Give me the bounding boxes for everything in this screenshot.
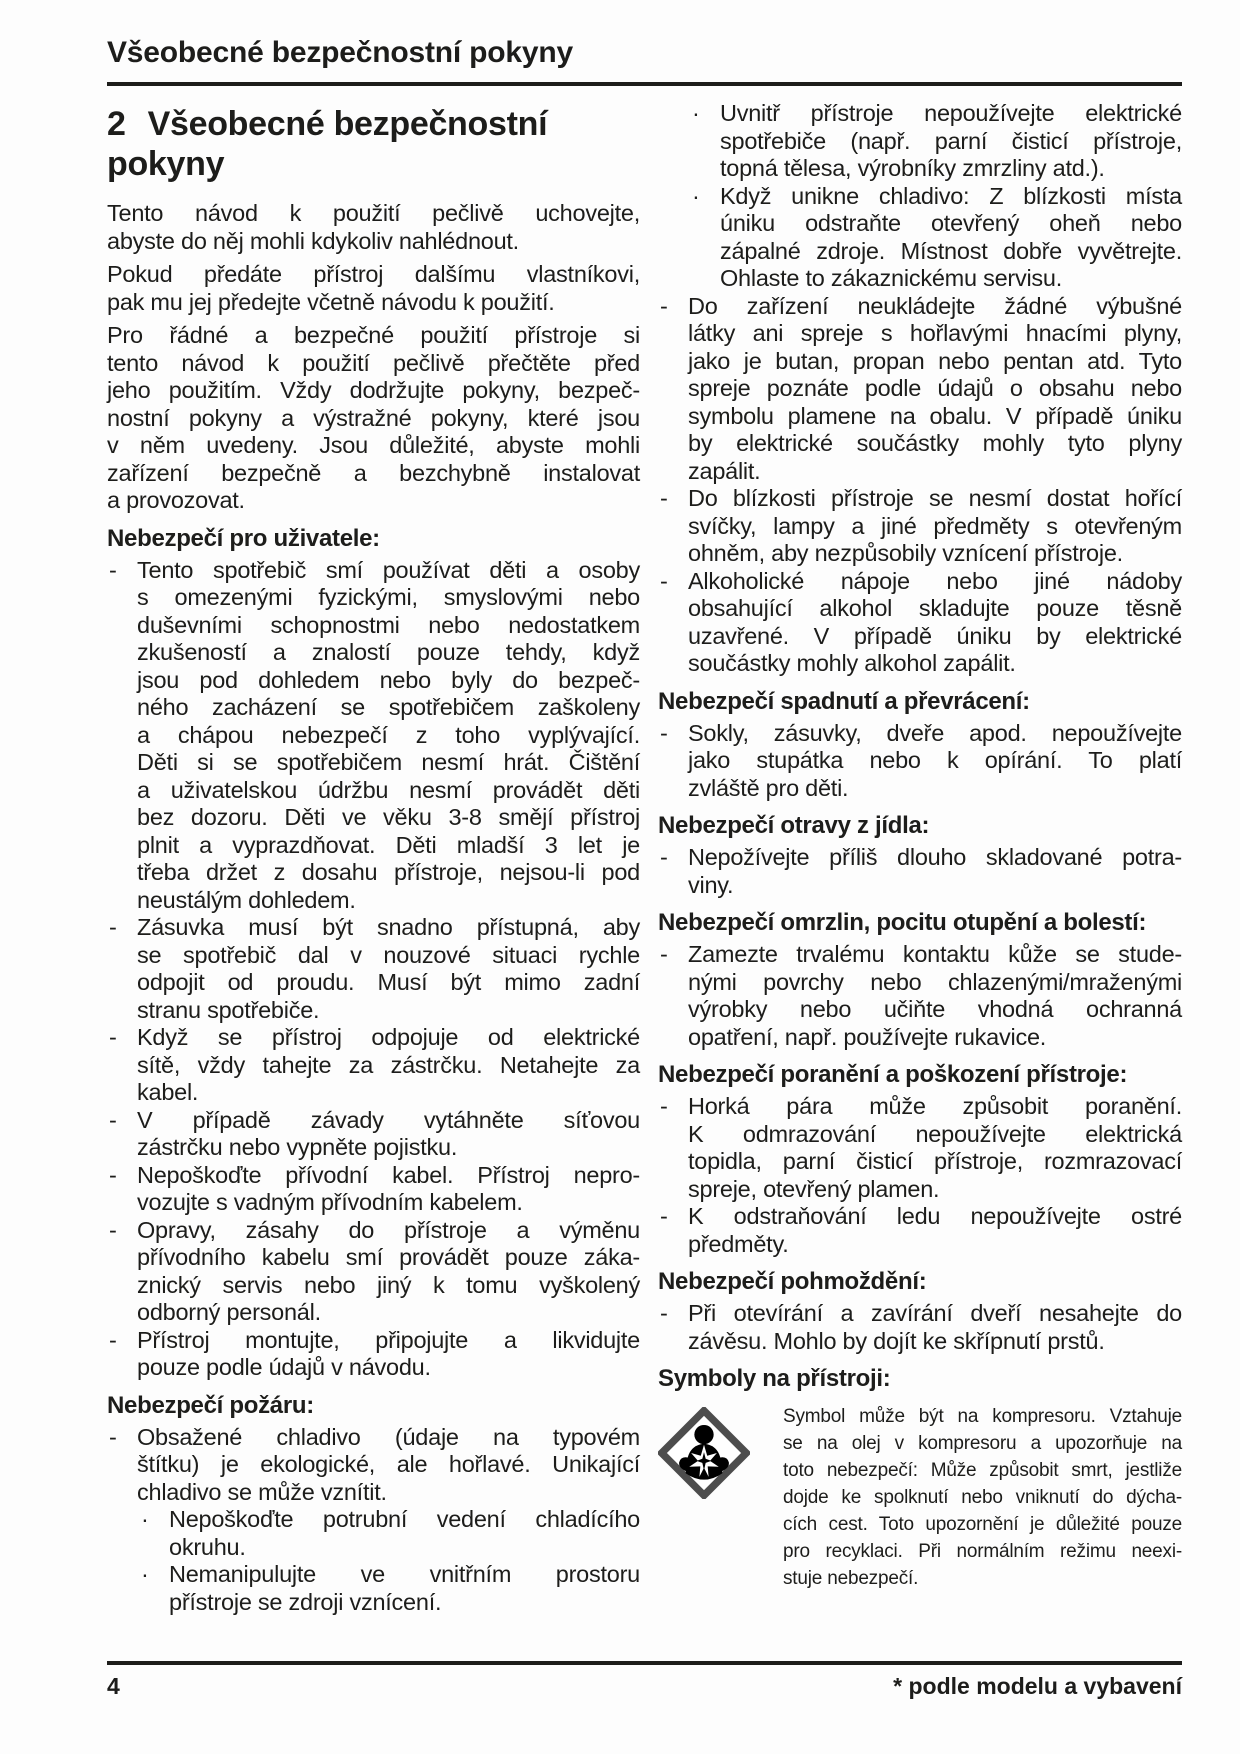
text-line: odborný personál.: [137, 1299, 321, 1325]
text-line: Přístroj montujte, připojujte a likvidujte: [137, 1326, 640, 1353]
safety-heading: Symboly na přístroji:: [658, 1365, 891, 1392]
text-line: štítku) je ekologické, ale hořlavé. Unikající: [137, 1451, 640, 1477]
column-left: [107, 100, 640, 1616]
text-line: ohněm, aby nezpůsobily vznícení přístroje.: [688, 540, 1123, 566]
text-line: nostní pokyny a výstražné pokyny, které jsou: [107, 404, 640, 431]
dash-list-item: [107, 1217, 640, 1327]
text-line: duševními schopnostmi nebo nedostatkem: [137, 611, 640, 638]
text-line: pro recyklaci. Při normálním režimu neexi-: [783, 1541, 1182, 1562]
text-line: topná tělesa, výrobníky zmrzliny atd.).: [720, 155, 1105, 181]
section-number: 2: [107, 105, 126, 143]
text-line: toto nebezpečí: Může způsobit smrt, jestliže: [783, 1460, 1182, 1481]
dot-list-item: [658, 100, 1182, 183]
dash-list-item: [658, 1300, 1182, 1355]
page-content: [107, 36, 1182, 1616]
text-line: třeba držet z dosahu přístroje, nejsou-li pod: [137, 859, 640, 885]
safety-heading: Nebezpečí poranění a poškození přístroje:: [658, 1061, 1128, 1088]
dot-bullet-icon: ·: [692, 182, 700, 209]
dash-bullet-icon: -: [109, 1216, 117, 1243]
text-line: látky ani spreje s hořlavými hnacími plyny,: [688, 320, 1182, 346]
hazard-symbol-caption: [783, 1403, 1182, 1592]
text-line: výrobky nebo učiňte vhodná ochranná: [688, 996, 1182, 1022]
safety-heading: Nebezpečí otravy z jídla:: [658, 812, 930, 839]
text-line: svíčky, lampy a jiné předměty s otevřeným: [688, 512, 1182, 539]
text-line: stranu spotřebiče.: [137, 996, 320, 1023]
text-line: chladivo se může vznítit.: [137, 1478, 387, 1505]
dot-list-item: [107, 1561, 640, 1616]
text-line: úniku odstraňte otevřený oheň nebo: [720, 210, 1182, 236]
safety-heading: Nebezpečí omrzlin, pocitu otupění a bolestí:: [658, 909, 1147, 936]
text-line: nými povrchy nebo chlazenými/mraženými: [688, 968, 1182, 995]
text-line: spotřebiče (např. parní čisticí přístroje,: [720, 127, 1182, 154]
dot-list-item: [658, 183, 1182, 293]
text-line: Zamezte trvalému kontaktu kůže se stude-: [688, 941, 1182, 967]
dot-list-item: [107, 1506, 640, 1561]
text-line: jeho použitím. Vždy dodržujte pokyny, bezpeč-: [107, 377, 640, 403]
text-line: uzavřené. V případě úniku by elektrické: [688, 622, 1182, 649]
safety-heading: Nebezpečí pro uživatele:: [107, 524, 380, 552]
text-line: spreje, otevřený plamen.: [688, 1175, 940, 1202]
text-line: vozujte s vadným přívodním kabelem.: [137, 1189, 523, 1215]
text-line: Alkoholické nápoje nebo jiné nádoby: [688, 567, 1182, 594]
page-footer: [107, 1661, 1182, 1700]
dash-list-item: [658, 1203, 1182, 1258]
text-line: ného zacházení se spotřebičem zaškoleny: [137, 694, 640, 720]
dash-bullet-icon: -: [109, 556, 117, 583]
dash-bullet-icon: -: [660, 485, 668, 511]
safety-heading: Nebezpečí požáru:: [107, 1391, 314, 1419]
text-line: součástky mohly alkohol zapálit.: [688, 650, 1016, 676]
text-line: plnit a vyprazdňovat. Děti mladší 3 let je: [137, 831, 640, 858]
text-line: přístroje se zdroji vznícení.: [169, 1588, 442, 1615]
hazard-symbol-block: [658, 1403, 1182, 1592]
text-line: K odmrazování nepoužívejte elektrická: [688, 1120, 1182, 1147]
dash-bullet-icon: -: [660, 719, 668, 746]
dash-list-item: [658, 720, 1182, 803]
text-line: Uvnitř přístroje nepoužívejte elektrické: [720, 100, 1182, 126]
text-line: Sokly, zásuvky, dveře apod. nepoužívejte: [688, 719, 1182, 746]
section-title: Všeobecné bezpečnostní pokyny: [107, 105, 548, 183]
text-line: odpojit od proudu. Musí být mimo zadní: [137, 969, 640, 995]
text-line: pouze podle údajů v návodu.: [137, 1354, 431, 1380]
dash-bullet-icon: -: [109, 1423, 117, 1450]
text-line: a provozovat.: [107, 487, 245, 513]
dash-bullet-icon: -: [660, 1203, 668, 1229]
dash-bullet-icon: -: [660, 844, 668, 870]
column-right: [658, 100, 1182, 1616]
dash-list-item: [107, 1024, 640, 1107]
text-line: Symbol může být na kompresoru. Vztahuje: [783, 1406, 1182, 1427]
text-line: jsou pod dohledem nebo byly do bezpeč-: [137, 666, 640, 693]
dash-list-item: [658, 1093, 1182, 1203]
text-line: abyste do něj mohli kdykoliv nahlédnout.: [107, 227, 519, 254]
text-line: symbolu plamene na obalu. V případě úniku: [688, 402, 1182, 429]
paragraph: [107, 261, 640, 316]
text-line: Když se přístroj odpojuje od elektrické: [137, 1024, 640, 1050]
dash-bullet-icon: -: [109, 1161, 117, 1188]
text-line: spreje poznáte podle údajů o obsahu nebo: [688, 375, 1182, 401]
dash-bullet-icon: -: [109, 914, 117, 940]
text-line: znický servis nebo jiný k tomu vyškolený: [137, 1271, 640, 1298]
dash-bullet-icon: -: [109, 1106, 117, 1133]
dash-list-item: [107, 1327, 640, 1382]
hazard-symbol-icon-wrap: [658, 1403, 783, 1499]
text-line: kabel.: [137, 1079, 199, 1105]
text-line: Pro řádné a bezpečné použití přístroje si: [107, 322, 640, 348]
text-line: viny.: [688, 871, 734, 898]
text-line: se spotřebič dal v nouzové situaci rychle: [137, 941, 640, 968]
dash-bullet-icon: -: [660, 292, 668, 319]
dash-list-item: [658, 568, 1182, 678]
text-line: Při otevírání a zavírání dveří nesahejte do: [688, 1300, 1182, 1326]
text-line: Nepoškoďte potrubní vedení chladícího: [169, 1506, 640, 1532]
text-line: dojde ke spolknutí nebo vniknutí do dýcha-: [783, 1487, 1182, 1508]
text-line: jako je butan, propan nebo pentan atd. Tyto: [688, 347, 1182, 374]
dash-list-item: [658, 844, 1182, 899]
text-line: pak mu jej předejte včetně návodu k použití.: [107, 288, 555, 315]
dot-bullet-icon: ·: [141, 1561, 149, 1587]
footer-note: * podle modelu a vybavení: [893, 1673, 1182, 1699]
column-gap: [640, 100, 658, 1616]
dot-bullet-icon: ·: [692, 100, 700, 126]
text-line: okruhu.: [169, 1533, 246, 1560]
text-line: v něm uvedeny. Jsou důležité, abyste mohli: [107, 432, 640, 458]
text-line: Obsažené chladivo (údaje na typovém: [137, 1423, 640, 1450]
text-line: se na olej v kompresoru a upozorňuje na: [783, 1433, 1182, 1454]
dash-list-item: [107, 1424, 640, 1507]
text-line: tento návod k použití pečlivě přečtěte před: [107, 349, 640, 376]
text-line: by elektrické součástky mohly tyto plyny: [688, 430, 1182, 456]
dash-bullet-icon: -: [660, 1300, 668, 1326]
text-line: Nepožívejte příliš dlouho skladované potra-: [688, 844, 1182, 870]
text-line: Opravy, zásahy do přístroje a výměnu: [137, 1216, 640, 1243]
dash-list-item: [658, 941, 1182, 1051]
text-line: zkušeností a znalostí pouze tehdy, když: [137, 639, 640, 665]
dash-bullet-icon: -: [109, 1024, 117, 1050]
dash-list-item: [658, 293, 1182, 486]
text-line: obsahující alkohol skladujte pouze těsně: [688, 595, 1182, 621]
text-line: zapálit.: [688, 457, 761, 484]
text-line: zástrčku nebo vypněte pojistku.: [137, 1134, 458, 1160]
page-header-title: Všeobecné bezpečnostní pokyny: [107, 36, 1182, 86]
text-line: a uživatelskou údržbu nesmí provádět děti: [137, 776, 640, 803]
dot-bullet-icon: ·: [141, 1506, 149, 1532]
text-line: neustálým dohledem.: [137, 886, 356, 913]
text-line: V případě závady vytáhněte síťovou: [137, 1106, 640, 1133]
text-line: Do blízkosti přístroje se nesmí dostat hořící: [688, 485, 1182, 511]
text-line: Tento návod k použití pečlivě uchovejte,: [107, 200, 640, 226]
text-line: Nepoškoďte přívodní kabel. Přístroj nepro-: [137, 1161, 640, 1188]
ghs08-health-hazard-icon: [658, 1407, 750, 1499]
text-line: předměty.: [688, 1230, 789, 1257]
paragraph: [107, 200, 640, 255]
text-line: a chápou nebezpečí z toho vyplývající.: [137, 721, 640, 748]
text-line: opatření, např. používejte rukavice.: [688, 1023, 1047, 1050]
text-line: topidla, parní čisticí přístroje, rozmrazovací: [688, 1148, 1182, 1174]
dash-bullet-icon: -: [109, 1326, 117, 1353]
text-line: bez dozoru. Děti ve věku 3-8 smějí přístroj: [137, 804, 640, 830]
dash-bullet-icon: -: [660, 1093, 668, 1119]
dash-list-item: [658, 485, 1182, 568]
text-line: jako stupátka nebo k opírání. To platí: [688, 747, 1182, 773]
safety-heading: Nebezpečí spadnutí a převrácení:: [658, 687, 1030, 715]
text-line: sítě, vždy tahejte za zástrčku. Netahejte za: [137, 1051, 640, 1078]
text-line: závěsu. Mohlo by dojít ke skřípnutí prstů.: [688, 1327, 1105, 1354]
text-line: přívodního kabelu smí provádět pouze záka-: [137, 1244, 640, 1270]
text-line: K odstraňování ledu nepoužívejte ostré: [688, 1203, 1182, 1229]
text-line: Pokud předáte přístroj dalšímu vlastníkovi,: [107, 261, 640, 287]
text-line: s omezenými fyzickými, smyslovými nebo: [137, 584, 640, 610]
text-line: Děti si se spotřebičem nesmí hrát. Čištění: [137, 749, 640, 775]
dash-list-item: [107, 914, 640, 1024]
dash-list-item: [107, 557, 640, 915]
dash-list-item: [107, 1162, 640, 1217]
page-number: 4: [107, 1673, 120, 1699]
two-column-layout: [107, 100, 1182, 1616]
text-line: Nemanipulujte ve vnitřním prostoru: [169, 1561, 640, 1587]
text-line: Do zařízení neukládejte žádné výbušné: [688, 292, 1182, 319]
dash-bullet-icon: -: [660, 941, 668, 967]
text-line: zápalné zdroje. Místnost dobře vyvětrejte.: [720, 237, 1182, 264]
section-heading: [107, 104, 640, 184]
safety-heading: Nebezpečí pohmoždění:: [658, 1268, 927, 1295]
text-line: Horká pára může způsobit poranění.: [688, 1093, 1182, 1119]
text-line: zařízení bezpečně a bezchybně instalovat: [107, 459, 640, 486]
dash-list-item: [107, 1107, 640, 1162]
paragraph: [107, 322, 640, 515]
dash-bullet-icon: -: [660, 567, 668, 594]
text-line: cích cest. Toto upozornění je důležité pouze: [783, 1514, 1182, 1535]
text-line: stuje nebezpečí.: [783, 1568, 919, 1589]
text-line: Ohlaste to zákaznickému servisu.: [720, 265, 1063, 291]
text-line: zvláště pro děti.: [688, 774, 849, 801]
text-line: Zásuvka musí být snadno přístupná, aby: [137, 914, 640, 940]
text-line: Tento spotřebič smí používat děti a osoby: [137, 556, 640, 583]
text-line: Když unikne chladivo: Z blízkosti místa: [720, 182, 1182, 209]
